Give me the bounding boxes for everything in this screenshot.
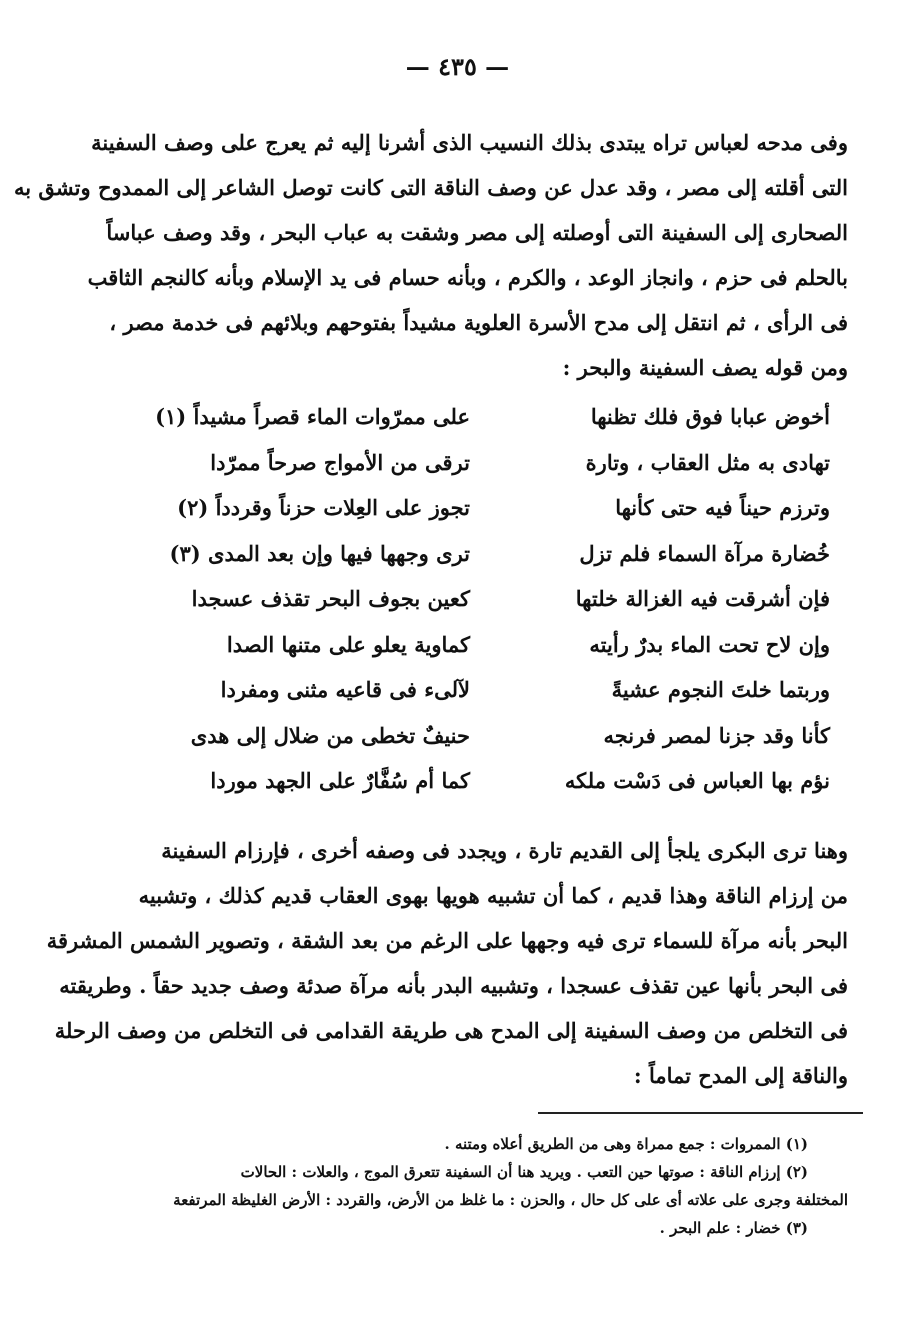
poem bbox=[140, 394, 830, 804]
verse-first-hemistich: وربتما خلتَ النجوم عشيةً bbox=[611, 677, 830, 703]
verse-second-hemistich: لآلىء فى قاعيه مثنى ومفردا bbox=[220, 677, 470, 703]
verse-second-hemistich: كعين بجوف البحر تقذف عسجدا bbox=[191, 586, 470, 612]
poem-verse bbox=[140, 485, 830, 531]
intro-paragraph bbox=[13, 120, 848, 390]
text-line: التى أقلته إلى مصر ، وقد عدل عن وصف الناقة التى كانت توصل الشاعر إلى الممدوح وتشق به bbox=[13, 175, 848, 200]
poem-verse bbox=[140, 531, 830, 577]
text-line: الصحارى إلى السفينة التى أوصلته إلى مصر وشقت به عباب البحر ، وقد وصف عباساً bbox=[106, 220, 848, 245]
text-line: فى التخلص من وصف السفينة إلى المدح هى طريقة القدامى فى التخلص من وصف الرحلة bbox=[54, 1018, 848, 1043]
verse-first-hemistich: وإن لاح تحت الماء بدرٌ رأيته bbox=[589, 631, 830, 657]
verse-first-hemistich: نؤم بها العباس فى دَسْت ملكه bbox=[564, 768, 830, 794]
poem-verse bbox=[140, 758, 830, 804]
text-line: والناقة إلى المدح تماماً : bbox=[633, 1063, 848, 1088]
verse-second-hemistich: تجوز على العِلات حزناً وقردداً (٢) bbox=[177, 495, 470, 521]
poem-verse bbox=[140, 713, 830, 759]
page-number: — ٤٣٥ — bbox=[405, 52, 510, 81]
poem-verse bbox=[140, 622, 830, 668]
footnote: (٣) خضار : علم البحر . bbox=[659, 1219, 808, 1237]
text-line: البحر بأنه مرآة للسماء ترى فيه وجهها على الرغم من بعد الشقة ، وتصوير الشمس المشرقة bbox=[46, 928, 848, 953]
footnote: (١) الممروات : جمع ممراة وهى من الطريق أعلاه ومتنه . bbox=[444, 1135, 808, 1153]
commentary-paragraph bbox=[46, 828, 848, 1098]
text-line: فى الرأى ، ثم انتقل إلى مدح الأسرة العلوية مشيداً بفتوحهم وبلائهم فى خدمة مصر ، bbox=[109, 310, 848, 335]
verse-second-hemistich: حنيفٌ تخطى من ضلال إلى هدى bbox=[190, 722, 470, 748]
verse-second-hemistich: على ممرّوات الماء قصراً مشيداً (١) bbox=[155, 404, 470, 430]
text-line: من إرزام الناقة وهذا قديم ، كما أن تشبيه هويها بهوى العقاب قديم كذلك ، وتشبيه bbox=[138, 883, 848, 908]
footnote-continuation: المختلفة وجرى على علاته أى على كل حال ، والحزن : ما غلظ من الأرض، والقردد : الأرض الغليظة المرتفعة bbox=[173, 1191, 848, 1209]
verse-second-hemistich: كما أم سُفَّارٌ على الجهد موردا bbox=[210, 768, 470, 794]
poem-verse bbox=[140, 394, 830, 440]
verse-first-hemistich: أخوض عبابا فوق فلك تظنها bbox=[590, 404, 830, 430]
poem-verse bbox=[140, 667, 830, 713]
verse-first-hemistich: فإن أشرقت فيه الغزالة خلتها bbox=[575, 586, 830, 612]
verse-first-hemistich: وترزم حيناً فيه حتى كأنها bbox=[615, 495, 830, 521]
text-line: وهنا ترى البكرى يلجأ إلى القديم تارة ، ويجدد فى وصفه أخرى ، فإرزام السفينة bbox=[161, 838, 848, 863]
text-line: ومن قوله يصف السفينة والبحر : bbox=[562, 355, 848, 380]
footnotes bbox=[110, 1130, 848, 1242]
footnote-divider bbox=[538, 1112, 863, 1114]
verse-second-hemistich: ترقى من الأمواج صرحاً ممرّدا bbox=[210, 449, 470, 475]
text-line: فى البحر بأنها عين تقذف عسجدا ، وتشبيه البدر بأنه مرآة صدئة وصف جديد حقاً . وطريقته bbox=[59, 973, 848, 998]
text-line: وفى مدحه لعباس تراه يبتدى بذلك النسيب الذى أشرنا إليه ثم يعرج على وصف السفينة bbox=[91, 130, 848, 155]
text-line: بالحلم فى حزم ، وانجاز الوعد ، والكرم ، وبأنه حسام فى يد الإسلام وبأنه كالنجم الثاقب bbox=[87, 265, 848, 290]
verse-first-hemistich: كأنا وقد جزنا لمصر فرنجه bbox=[603, 722, 830, 748]
poem-verse bbox=[140, 576, 830, 622]
verse-second-hemistich: كماوية يعلو على متنها الصدا bbox=[226, 631, 470, 657]
verse-second-hemistich: ترى وجهها فيها وإن بعد المدى (٣) bbox=[169, 540, 470, 566]
poem-verse bbox=[140, 440, 830, 486]
verse-first-hemistich: خُضارة مرآة السماء فلم تزل bbox=[579, 540, 830, 566]
footnote: (٢) إرزام الناقة : صوتها حين التعب . ويريد هنا أن السفينة تتعرق الموج ، والعلات : الحالات bbox=[240, 1163, 808, 1181]
verse-first-hemistich: تهادى به مثل العقاب ، وتارة bbox=[585, 449, 830, 475]
